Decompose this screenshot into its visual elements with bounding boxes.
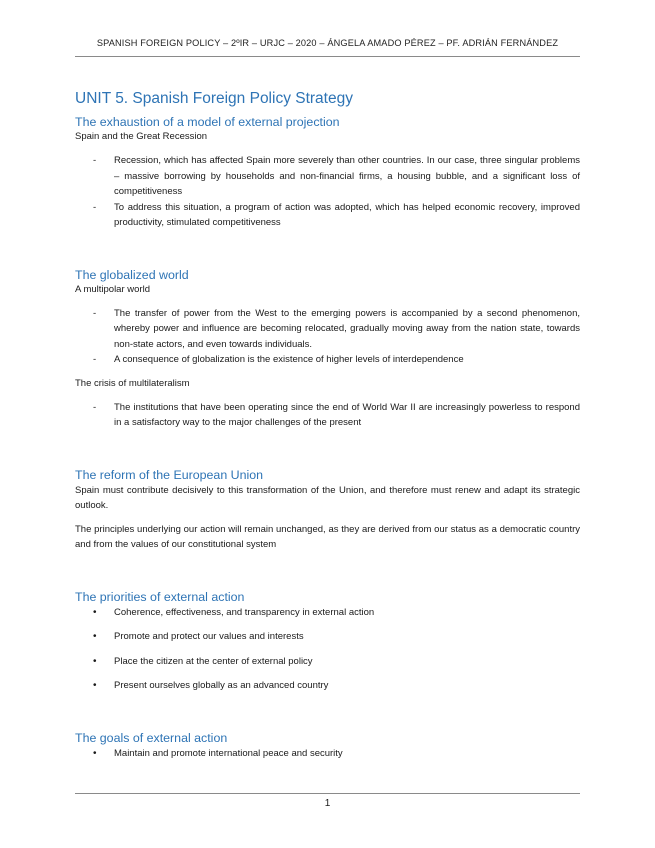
subheading-great-recession: Spain and the Great Recession (75, 131, 208, 142)
section-heading-globalized: The globalized world (75, 267, 189, 282)
list-item: • Place the citizen at the center of external policy (75, 654, 580, 670)
list-exhaustion (75, 153, 580, 231)
list-item: - Recession, which has affected Spain more severely than other countries. In our case, three singular problems – massive borrowing by households and non-financial firms, a housing bubble, and a significant loss of competitiveness (75, 153, 580, 200)
section-heading-exhaustion: The exhaustion of a model of external projection (75, 115, 340, 129)
list-item: - To address this situation, a program of action was adopted, which has helped economic recovery, improved productivity, stimulated competitiveness (75, 200, 580, 231)
paragraph-reform-2: The principles underlying our action will remain unchanged, as they are derived from our status as a democratic country and from the values of our constitutional system (75, 523, 580, 550)
header-divider (75, 56, 580, 57)
list-item: - The transfer of power from the West to the emerging powers is accompanied by a second phenomenon, whereby power and influence are becoming relocated, gradually moving away from the nation state, towards non-state actors, and even towards individuals. (75, 306, 580, 353)
list-priorities (75, 605, 580, 694)
list-item: - A consequence of globalization is the existence of higher levels of interdependence (75, 352, 580, 368)
list-item: • Present ourselves globally as an advanced country (75, 678, 580, 694)
list-goals (75, 746, 580, 762)
list-item: • Coherence, effectiveness, and transparency in external action (75, 605, 580, 621)
page-number: 1 (324, 798, 331, 809)
list-item: - The institutions that have been operating since the end of World War II are increasingly powerless to respond in a satisfactory way to the major challenges of the present (75, 400, 580, 431)
list-multilateralism (75, 400, 580, 431)
section-heading-goals: The goals of external action (75, 730, 228, 745)
paragraph-reform-1: Spain must contribute decisively to this transformation of the Union, and therefore must renew and adapt its strategic outlook. (75, 484, 580, 511)
unit-title: UNIT 5. Spanish Foreign Policy Strategy (75, 90, 353, 107)
subheading-multipolar: A multipolar world (75, 283, 150, 295)
running-header: SPANISH FOREIGN POLICY – 2ºIR – URJC – 2020 – ÁNGELA AMADO PÉREZ – PF. ADRIÁN FERNÁNDEZ (96, 38, 559, 48)
list-item: • Maintain and promote international peace and security (75, 746, 580, 762)
footer-divider (75, 793, 580, 794)
list-globalized (75, 306, 580, 368)
section-heading-priorities: The priorities of external action (75, 589, 245, 604)
page-content (75, 90, 580, 761)
subheading-multilateralism: The crisis of multilateralism (75, 377, 190, 389)
section-heading-reform: The reform of the European Union (75, 467, 264, 482)
list-item: • Promote and protect our values and interests (75, 629, 580, 645)
